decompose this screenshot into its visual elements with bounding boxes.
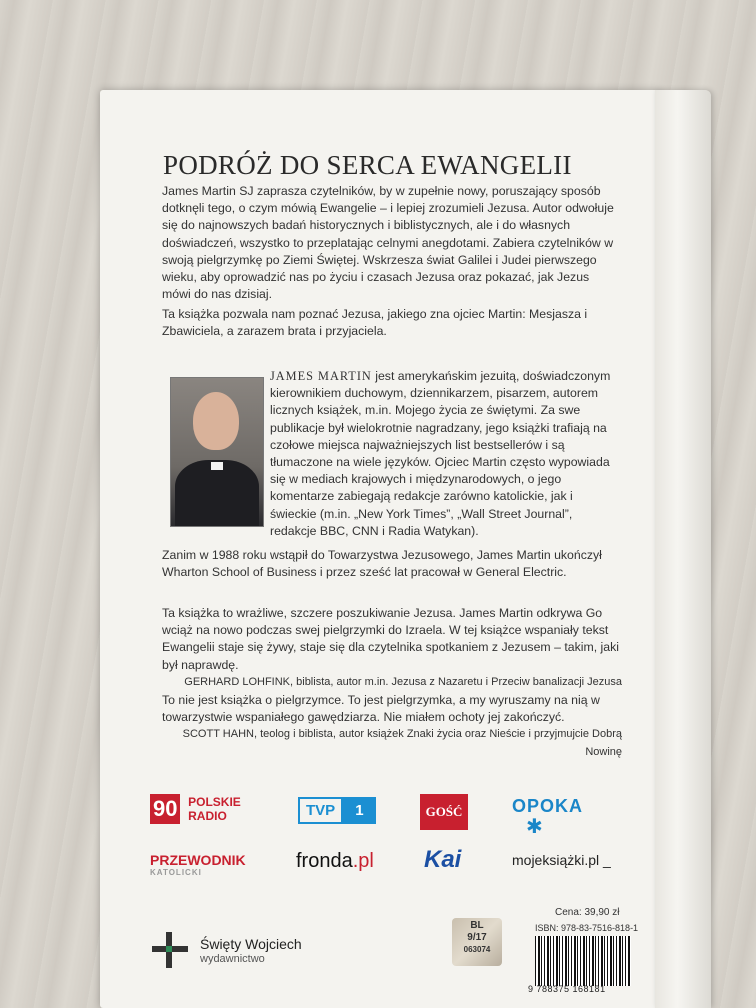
polskie-radio-line1: POLSKIE (188, 795, 241, 809)
author-name: JAMES MARTIN (270, 369, 372, 383)
intro-paragraph-2: Ta książka pozwala nam poznać Jezusa, jakiego zna ojciec Martin: Mesjasza i Zbawiciela, a zarazem brata i przyjaciela. (162, 307, 588, 339)
quote-hahn-text: To nie jest książka o pielgrzymce. To jest pielgrzymka, a my wyruszamy na nią w towarzystwie wspaniałego gawędziarza. Nie miałem ochoty jej zakończyć. (162, 693, 600, 725)
tvp-label: TVP (298, 797, 343, 824)
quote-lohfink-attribution: GERHARD LOHFINK, biblista, autor m.in. Jezusa z Nazaretu i Przeciw banalizacji Jezusa (184, 675, 622, 688)
fronda-name: fronda (296, 850, 353, 872)
author-bio-2: Zanim w 1988 roku wstąpił do Towarzystwa Jezusowego, James Martin ukończył Wharton School of Business i przez sześć lat pracował w General Electric. (162, 548, 602, 580)
logo-gosc: GOŚĆ (420, 794, 468, 830)
sticker-line3: 063074 (463, 945, 491, 954)
przewodnik-title: PRZEWODNIK (150, 852, 246, 868)
intro-paragraph: James Martin SJ zaprasza czytelników, by w zupełnie nowy, poruszający sposób dotknęli tego, o czym mówią Ewangelie – i lepiej zrozumieli Jezusa. Autor odwołuje się do najnowszych badań historycznych i biblistycznych, ale i do własnych doświadczeń, wszystko to przeplatając celnymi anegdotami. Zabiera czytelników w swoją pielgrzymkę po Ziemi Świętej. Wskrzesza świat Galilei i Judei pierwszego wieku, aby oprowadzić nas po życiu i czasach Jezusa oraz pokazać, jak Jezus mówi do nas dzisiaj. (162, 184, 614, 302)
price-label: Cena: 39,90 zł (555, 907, 620, 918)
publisher-subtitle: wydawnictwo (200, 953, 265, 965)
logo-polskie-radio (150, 794, 241, 824)
sticker-line1: BL (470, 920, 484, 931)
logo-kai: Kai (424, 846, 462, 873)
barcode-number: 9 788375 168181 (528, 984, 606, 994)
przewodnik-subtitle: KATOLICKI (150, 868, 202, 877)
logo-fronda (296, 850, 374, 873)
logo-tvp1 (298, 797, 376, 824)
sticker-line2: 9/17 (467, 932, 487, 943)
publisher-cross-icon (150, 930, 190, 970)
author-bio (270, 368, 622, 540)
barcode (535, 936, 631, 986)
clerical-collar (211, 462, 223, 470)
author-photo (170, 377, 264, 527)
opoka-star-icon: ✱ (526, 816, 543, 838)
author-face (193, 392, 239, 450)
polskie-radio-line2: RADIO (188, 809, 227, 823)
publisher-name: Święty Wojciech (200, 936, 302, 952)
library-sticker (452, 918, 502, 966)
logo-przewodnik (150, 852, 246, 877)
quote-hahn-attribution: SCOTT HAHN, teolog i biblista, autor książek Znaki życia oraz Nieście i przyjmujcie Dobrą Nowinę (182, 728, 622, 758)
logo-opoka: OPOKA (512, 796, 584, 816)
author-bio-text: jest amerykańskim jezuitą, doświadczonym kierownikiem duchowym, dziennikarzem, pisarzem, autorem licznych książek, m.in. Mojego życia ze świętymi. Za swe publikacje był wielokrotnie nagradzany, jego książki trafiają na czołowe miejsca najważniejszych list bestsellerów i są tłumaczone na wiele języków. Ojciec Martin często wypowiada się w mediach krajowych i międzynarodowych, o jego komentarze zabiegają redakcje zarówno katolickie, jak i świeckie (m.in. „New York Times”, „Wall Street Journal”, redakcje BBC, CNN i Radia Watykan). (270, 369, 611, 538)
book-title: PODRÓŻ DO SERCA EWANGELII (163, 150, 572, 180)
tvp-number: 1 (343, 797, 375, 824)
book-spine (655, 90, 711, 1008)
quote-hahn (162, 692, 622, 761)
fronda-pl: .pl (352, 850, 374, 872)
polskie-radio-number: 90 (150, 794, 180, 824)
logo-mojeksiazki: mojeksiążki.pl _ (512, 852, 611, 868)
quote-lohfink (162, 605, 622, 691)
isbn-label: ISBN: 978-83-7516-818-1 (535, 923, 639, 933)
quote-lohfink-text: Ta książka to wrażliwe, szczere poszukiwanie Jezusa. James Martin odkrywa Go wciąż na nowo podczas swej pielgrzymki do Izraela. W tej książce wspaniały tekst Ewangelii staje się żywy, staje się dla czytelnika spotkaniem z Jezusem – takim, jaki był naprawdę. (162, 606, 619, 672)
